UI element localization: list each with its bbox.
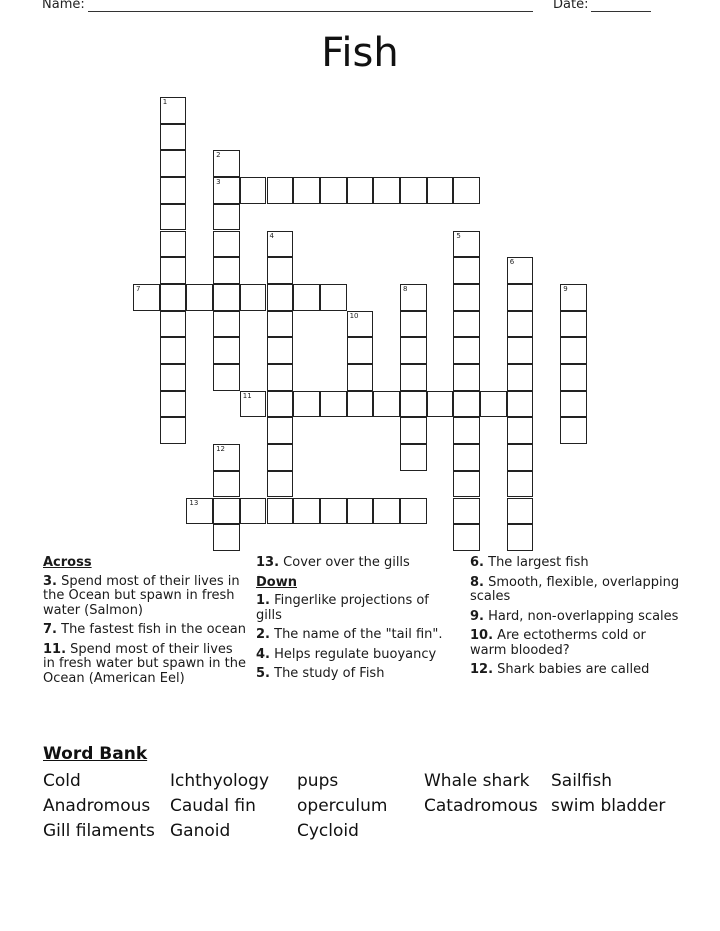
- crossword-cell[interactable]: [560, 284, 587, 311]
- crossword-cell[interactable]: [453, 177, 480, 204]
- clues-column-3: [470, 556, 680, 683]
- clue-number: 7.: [43, 622, 57, 637]
- crossword-cell[interactable]: [160, 257, 187, 284]
- word-bank-item: Sailfish: [551, 771, 612, 791]
- crossword-cell[interactable]: [347, 364, 374, 391]
- crossword-cell[interactable]: [267, 364, 294, 391]
- word-bank-item: Whale shark: [424, 771, 530, 791]
- crossword-cell[interactable]: [400, 337, 427, 364]
- clue-number: 3.: [43, 573, 57, 589]
- clue-number-label: 10: [349, 311, 359, 320]
- clues-column-2: [256, 556, 456, 687]
- clue-text: The fastest fish in the ocean: [61, 622, 246, 637]
- crossword-cell[interactable]: [400, 364, 427, 391]
- crossword-cell[interactable]: [213, 444, 240, 471]
- clue-text: Cover over the gills: [283, 555, 410, 570]
- clue-down-6: [470, 556, 680, 571]
- crossword-cell[interactable]: [320, 284, 347, 311]
- crossword-cell[interactable]: [453, 417, 480, 444]
- crossword-cell[interactable]: [240, 284, 267, 311]
- clue-number: 13.: [256, 555, 280, 570]
- clue-text: The largest fish: [488, 555, 589, 570]
- crossword-cell[interactable]: [267, 444, 294, 471]
- crossword-cell[interactable]: [160, 391, 187, 418]
- crossword-cell[interactable]: [560, 391, 587, 418]
- crossword-cell[interactable]: [160, 124, 187, 151]
- clue-number-label: 2: [216, 151, 221, 160]
- crossword-cell[interactable]: [160, 417, 187, 444]
- crossword-cell[interactable]: [453, 284, 480, 311]
- clue-number-label: 6: [509, 258, 515, 267]
- crossword-cell[interactable]: [507, 498, 534, 525]
- crossword-cell[interactable]: [160, 231, 187, 258]
- crossword-cell[interactable]: [453, 498, 480, 525]
- crossword-cell[interactable]: [453, 524, 480, 551]
- clue-number: 11.: [43, 641, 67, 657]
- clue-number-label: 12: [216, 445, 226, 454]
- crossword-cell[interactable]: [373, 391, 400, 418]
- crossword-cell[interactable]: [213, 364, 240, 391]
- crossword-cell[interactable]: [133, 284, 160, 311]
- crossword-cell[interactable]: [293, 284, 320, 311]
- clue-number-label: 7: [136, 284, 141, 293]
- crossword-cell[interactable]: [186, 498, 213, 525]
- word-bank-item: Ichthyology: [170, 771, 270, 791]
- crossword-cell[interactable]: [267, 257, 294, 284]
- word-bank-item: swim bladder: [551, 796, 666, 816]
- clue-number: 10.: [470, 628, 494, 643]
- crossword-cell[interactable]: [507, 311, 534, 338]
- crossword-cell[interactable]: [400, 417, 427, 444]
- crossword-cell[interactable]: [160, 177, 187, 204]
- crossword-cell[interactable]: [507, 257, 534, 284]
- crossword-cell[interactable]: [427, 177, 454, 204]
- clue-number: 1.: [256, 593, 270, 608]
- clue-number-label: 1: [162, 98, 168, 106]
- word-bank-item: Cold: [43, 771, 81, 791]
- word-bank-item: Caudal fin: [170, 796, 256, 816]
- clue-down-10: [470, 629, 680, 658]
- crossword-cell[interactable]: [240, 498, 267, 525]
- clue-across-13: [256, 556, 456, 571]
- clue-text: Shark babies are called: [497, 662, 650, 677]
- crossword-cell[interactable]: [453, 257, 480, 284]
- crossword-cell[interactable]: [267, 498, 294, 525]
- crossword-cell[interactable]: [293, 177, 320, 204]
- word-bank-item: Cycloid: [297, 821, 359, 841]
- clue-down-4: [256, 648, 456, 663]
- crossword-cell[interactable]: [267, 284, 294, 311]
- crossword-cell[interactable]: [267, 337, 294, 364]
- crossword-cell[interactable]: [160, 97, 187, 124]
- crossword-cell[interactable]: [453, 391, 480, 418]
- clue-text: Smooth, flexible, overlapping scales: [470, 574, 680, 604]
- crossword-cell[interactable]: [213, 471, 240, 498]
- crossword-cell[interactable]: [213, 311, 240, 338]
- crossword-cell[interactable]: [453, 311, 480, 338]
- crossword-cell[interactable]: [213, 498, 240, 525]
- clues-column-1: [43, 556, 248, 691]
- clue-number-label: 3: [216, 178, 221, 187]
- crossword-cell[interactable]: [453, 231, 480, 258]
- clue-text: Hard, non-overlapping scales: [488, 608, 679, 624]
- crossword-cell[interactable]: [400, 177, 427, 204]
- crossword-cell[interactable]: [400, 284, 427, 311]
- word-bank-item: Ganoid: [170, 821, 231, 841]
- clue-number-label: 4: [269, 231, 274, 240]
- crossword-cell[interactable]: [400, 498, 427, 525]
- crossword-cell[interactable]: [347, 337, 374, 364]
- crossword-cell[interactable]: [240, 177, 267, 204]
- clue-across-3: [43, 575, 248, 619]
- clue-number-label: 11: [242, 391, 252, 400]
- clue-text: Spend most of their lives in fresh water but spawn in the Ocean (American Eel): [43, 641, 246, 686]
- clue-number: 4.: [256, 646, 270, 662]
- word-bank-title: Word Bank: [43, 744, 148, 764]
- word-bank-item: operculum: [297, 796, 388, 816]
- crossword-cell[interactable]: [240, 391, 267, 418]
- word-bank-item: Gill filaments: [43, 821, 155, 841]
- crossword-cell[interactable]: [213, 231, 240, 258]
- crossword-cell[interactable]: [373, 498, 400, 525]
- crossword-cell[interactable]: [160, 150, 187, 177]
- clue-text: Spend most of their lives in the Ocean but spawn in fresh water (Salmon): [43, 573, 240, 618]
- across-heading: Across: [43, 555, 92, 570]
- date-label: Date:: [553, 0, 589, 12]
- crossword-cell[interactable]: [507, 524, 534, 551]
- name-label: Name:: [42, 0, 85, 12]
- clue-number: 12.: [470, 662, 494, 677]
- clue-text: Are ectotherms cold or warm blooded?: [470, 628, 646, 658]
- page-title: Fish: [321, 30, 399, 76]
- crossword-cell[interactable]: [347, 311, 374, 338]
- clue-text: The name of the "tail fin".: [274, 627, 443, 642]
- word-bank-item: Anadromous: [43, 796, 151, 816]
- crossword-cell[interactable]: [400, 391, 427, 418]
- crossword-cell[interactable]: [507, 417, 534, 444]
- crossword-cell[interactable]: [213, 524, 240, 551]
- crossword-cell[interactable]: [347, 498, 374, 525]
- crossword-cell[interactable]: [453, 471, 480, 498]
- crossword-cell[interactable]: [507, 471, 534, 498]
- clue-across-7: [43, 623, 248, 638]
- clue-number-label: 13: [189, 498, 199, 507]
- crossword-cell[interactable]: [160, 364, 187, 391]
- crossword-cell[interactable]: [507, 284, 534, 311]
- clue-number-label: 8: [403, 284, 408, 293]
- crossword-cell[interactable]: [373, 177, 400, 204]
- crossword-cell[interactable]: [560, 364, 587, 391]
- crossword-cell[interactable]: [560, 417, 587, 444]
- clue-across-11: [43, 643, 248, 687]
- crossword-cell[interactable]: [213, 150, 240, 177]
- down-heading: Down: [256, 574, 297, 590]
- crossword-cell[interactable]: [213, 337, 240, 364]
- crossword-cell[interactable]: [293, 391, 320, 418]
- word-bank-item: Catadromous: [424, 796, 538, 816]
- clue-number-label: 9: [563, 284, 568, 293]
- crossword-cell[interactable]: [213, 204, 240, 231]
- crossword-cell[interactable]: [186, 284, 213, 311]
- crossword-cell[interactable]: [320, 498, 347, 525]
- clue-text: The study of Fish: [274, 666, 385, 681]
- crossword-cell[interactable]: [400, 311, 427, 338]
- crossword-cell[interactable]: [160, 311, 187, 338]
- crossword-cell[interactable]: [293, 498, 320, 525]
- crossword-cell[interactable]: [267, 177, 294, 204]
- clue-down-8: [470, 576, 680, 605]
- crossword-cell[interactable]: [320, 177, 347, 204]
- clue-down-9: [470, 610, 680, 625]
- crossword-cell[interactable]: [320, 391, 347, 418]
- crossword-cell[interactable]: [507, 364, 534, 391]
- crossword-cell[interactable]: [267, 231, 294, 258]
- crossword-cell[interactable]: [453, 444, 480, 471]
- crossword-cell[interactable]: [160, 204, 187, 231]
- clue-number: 5.: [256, 666, 270, 681]
- crossword-cell[interactable]: [267, 311, 294, 338]
- crossword-cell[interactable]: [400, 444, 427, 471]
- crossword-cell[interactable]: [347, 391, 374, 418]
- clue-number: 6.: [470, 555, 484, 570]
- clue-down-1: [256, 594, 456, 623]
- crossword-cell[interactable]: [213, 257, 240, 284]
- clue-number-label: 5: [456, 231, 461, 240]
- crossword-cell[interactable]: [213, 284, 240, 311]
- crossword-cell[interactable]: [160, 337, 187, 364]
- crossword-cell[interactable]: [267, 471, 294, 498]
- crossword-cell[interactable]: [480, 391, 507, 418]
- clue-number: 8.: [470, 574, 484, 590]
- crossword-cell[interactable]: [267, 391, 294, 418]
- clue-down-5: [256, 667, 456, 682]
- crossword-cell[interactable]: [267, 417, 294, 444]
- crossword-cell[interactable]: [453, 337, 480, 364]
- crossword-cell[interactable]: [560, 311, 587, 338]
- crossword-cell[interactable]: [560, 337, 587, 364]
- clue-number: 9.: [470, 608, 484, 624]
- clue-down-12: [470, 663, 680, 678]
- crossword-cell[interactable]: [453, 364, 480, 391]
- crossword-cell[interactable]: [213, 177, 240, 204]
- clue-text: Helps regulate buoyancy: [274, 646, 437, 662]
- clue-number: 2.: [256, 627, 270, 642]
- crossword-cell[interactable]: [427, 391, 454, 418]
- crossword-cell[interactable]: [347, 177, 374, 204]
- crossword-cell[interactable]: [507, 391, 534, 418]
- clue-text: Fingerlike projections of gills: [256, 593, 429, 623]
- clue-down-2: [256, 628, 456, 643]
- crossword-cell[interactable]: [507, 444, 534, 471]
- crossword-cell[interactable]: [507, 337, 534, 364]
- crossword-cell[interactable]: [160, 284, 187, 311]
- word-bank-item: pups: [297, 771, 339, 791]
